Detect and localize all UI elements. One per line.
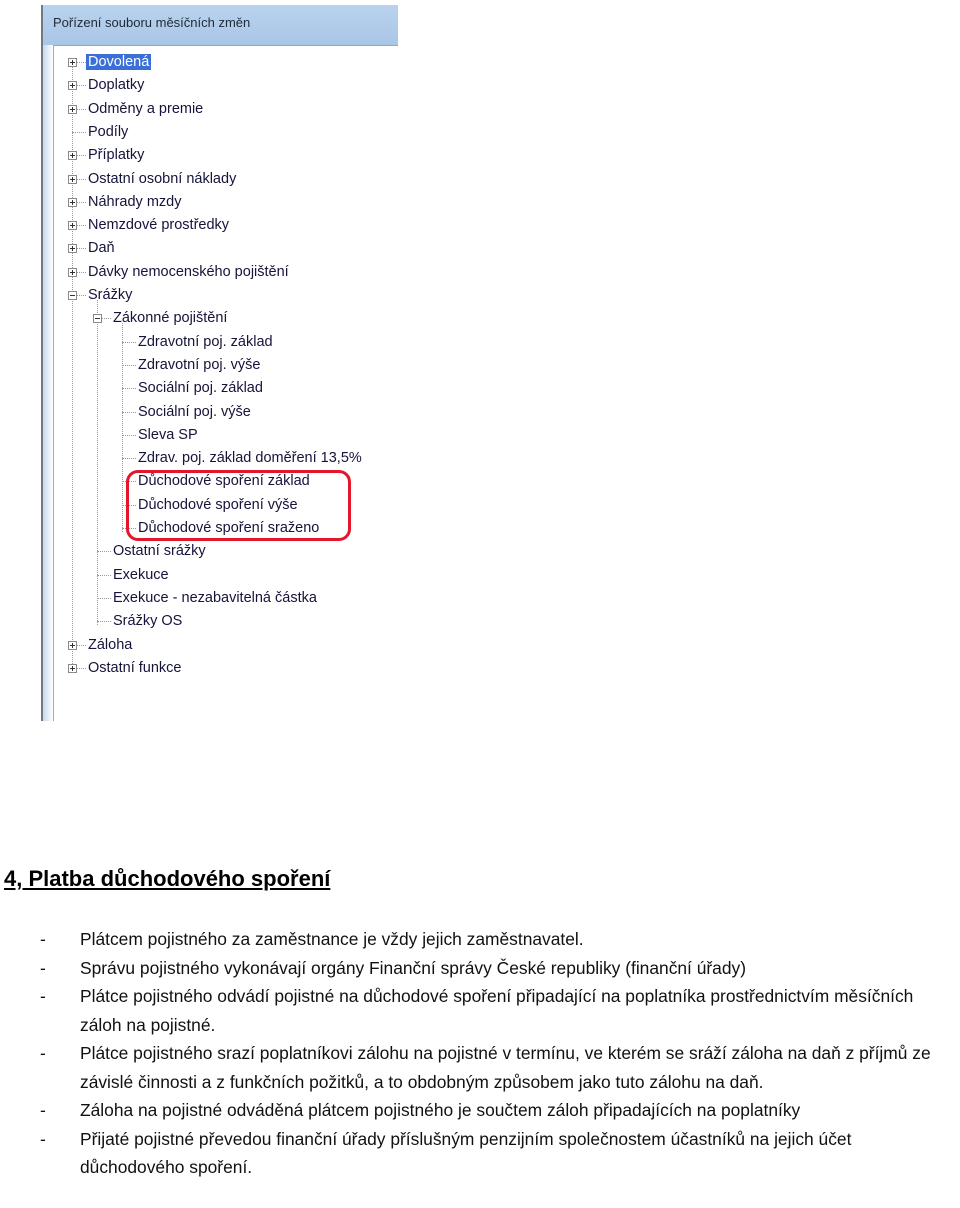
tree-item[interactable] (88, 52, 151, 72)
expand-icon[interactable] (68, 151, 77, 160)
tree-item-label: Důchodové spoření základ (138, 473, 310, 490)
tree-item-label: Zdravotní poj. výše (138, 356, 261, 373)
tree-item-label: Sleva SP (138, 426, 198, 443)
bullet-item (0, 1125, 960, 1182)
tree-connector (122, 435, 136, 437)
bullet-text: Záloha na pojistné odváděná plátcem pojistného je součtem záloh připadajících na poplatníky (80, 1100, 801, 1120)
tree-connector (97, 621, 111, 623)
tree-connector (97, 598, 111, 600)
bullet-item (0, 1039, 960, 1096)
window-title-bar (43, 5, 398, 46)
tree-item[interactable] (88, 238, 115, 258)
expand-icon[interactable] (68, 105, 77, 114)
tree-item-label: Exekuce (113, 566, 169, 583)
tree-connector (97, 575, 111, 577)
bullet-item (0, 1096, 960, 1125)
bullet-text: Přijaté pojistné převedou finanční úřady příslušným penzijním společnostem účastníků na jejich účet důchodového spoření. (80, 1128, 852, 1177)
window-border-line (53, 45, 54, 721)
tree-connector (97, 551, 111, 553)
bullet-text: Správu pojistného vykonávají orgány Finanční správy České republiky (finanční úřady) (80, 957, 747, 978)
tree-item-label: Sociální poj. základ (138, 380, 263, 397)
tree-item-label: Nemzdové prostředky (88, 217, 230, 234)
tree-connector (122, 388, 136, 390)
tree-item[interactable] (88, 169, 236, 189)
tree-item[interactable] (138, 425, 198, 445)
tree-item-label: Ostatní srážky (113, 543, 206, 560)
tree-item[interactable] (138, 448, 362, 468)
expand-icon[interactable] (68, 641, 77, 650)
tree-item[interactable] (113, 611, 182, 631)
expand-icon[interactable] (68, 244, 77, 253)
tree-item-label: Sociální poj. výše (138, 403, 251, 420)
highlight-annotation (126, 470, 351, 541)
tree-connector (122, 342, 136, 344)
bullet-text: Plátce pojistného odvádí pojistné na důchodové spoření připadající na poplatníka prostřednictvím měsíčních záloh na pojistné. (80, 986, 914, 1035)
tree-item[interactable] (88, 99, 203, 119)
tree-item-label: Srážky (88, 287, 133, 303)
expand-icon[interactable] (68, 664, 77, 673)
tree-connector (122, 365, 136, 367)
expand-icon[interactable] (68, 175, 77, 184)
tree-item[interactable] (138, 355, 261, 375)
window-title: Pořízení souboru měsíčních změn (53, 15, 251, 30)
bullet-dash: - (40, 1043, 46, 1063)
tree-item[interactable] (88, 215, 229, 235)
tree-item-label: Záloha (88, 636, 133, 653)
bullet-item (0, 954, 960, 983)
tree-item-label: Náhrady mzdy (88, 193, 182, 210)
collapse-icon[interactable] (93, 314, 102, 323)
tree-item-label: Ostatní funkce (88, 659, 182, 676)
bullet-item (0, 982, 960, 1039)
window-border (43, 45, 53, 721)
expand-icon[interactable] (68, 198, 77, 207)
tree-item[interactable] (138, 332, 273, 352)
tree-item-label: Ostatní osobní náklady (88, 170, 237, 187)
bullet-dash: - (40, 1128, 46, 1149)
tree-item-label: Zdravotní poj. základ (138, 333, 273, 350)
bullet-text: Plátcem pojistného za zaměstnance je vždy jejich zaměstnavatel. (80, 929, 584, 949)
expand-icon[interactable] (68, 268, 77, 277)
expand-icon[interactable] (68, 81, 77, 90)
tree-guide-line (122, 323, 124, 532)
bullet-dash: - (40, 957, 46, 978)
tree-item[interactable] (113, 588, 317, 608)
tree-item-label: Dovolená (88, 54, 150, 70)
tree-item[interactable] (88, 122, 128, 142)
bullet-text: Plátce pojistného srazí poplatníkovi zálohu na pojistné v termínu, ve kterém se sráží záloha na daň z příjmů ze závislé činnosti a z funkčních požitků, a to obdobným způsobem jako tuto zálohu na daň. (80, 1043, 931, 1092)
bullet-dash: - (40, 986, 46, 1006)
tree-item[interactable] (138, 402, 251, 422)
tree-item-label: Zákonné pojištění (113, 310, 228, 327)
tree-item[interactable] (88, 658, 182, 678)
tree-item[interactable] (88, 262, 289, 282)
tree-item[interactable] (88, 192, 181, 212)
bullet-list (0, 925, 960, 1182)
tree-item-label: Daň (88, 240, 115, 257)
expand-icon[interactable] (68, 58, 77, 67)
tree-item[interactable] (88, 75, 144, 95)
tree-item-label: Podíly (88, 123, 129, 140)
tree-item[interactable] (113, 308, 227, 328)
section-heading: 4, Platba důchodového spoření (4, 866, 331, 891)
tree-item[interactable] (113, 565, 169, 585)
tree-item[interactable] (88, 635, 132, 655)
tree-connector (122, 458, 136, 460)
tree-item[interactable] (138, 378, 263, 398)
tree-item[interactable] (88, 285, 132, 305)
tree-item-label: Důchodové spoření sraženo (138, 520, 320, 536)
expand-icon[interactable] (68, 221, 77, 230)
bullet-dash: - (40, 1100, 46, 1120)
collapse-icon[interactable] (68, 291, 77, 300)
bullet-item (0, 925, 960, 954)
tree-item-label: Srážky OS (113, 613, 183, 630)
tree-item[interactable] (113, 541, 206, 561)
tree-connector (72, 132, 86, 134)
bullet-dash: - (40, 929, 46, 949)
tree-connector (122, 412, 136, 414)
tree-item-label: Důchodové spoření výše (138, 496, 298, 513)
tree-item-label: Dávky nemocenského pojištění (88, 263, 289, 280)
tree-item[interactable] (88, 145, 144, 165)
tree-item-label: Doplatky (88, 77, 145, 94)
tree-item-label: Odměny a premie (88, 100, 204, 117)
tree-item-label: Exekuce - nezabavitelná částka (113, 589, 317, 606)
tree-item-label: Příplatky (88, 147, 145, 164)
tree-item-label: Zdrav. poj. základ doměření 13,5% (138, 450, 362, 467)
